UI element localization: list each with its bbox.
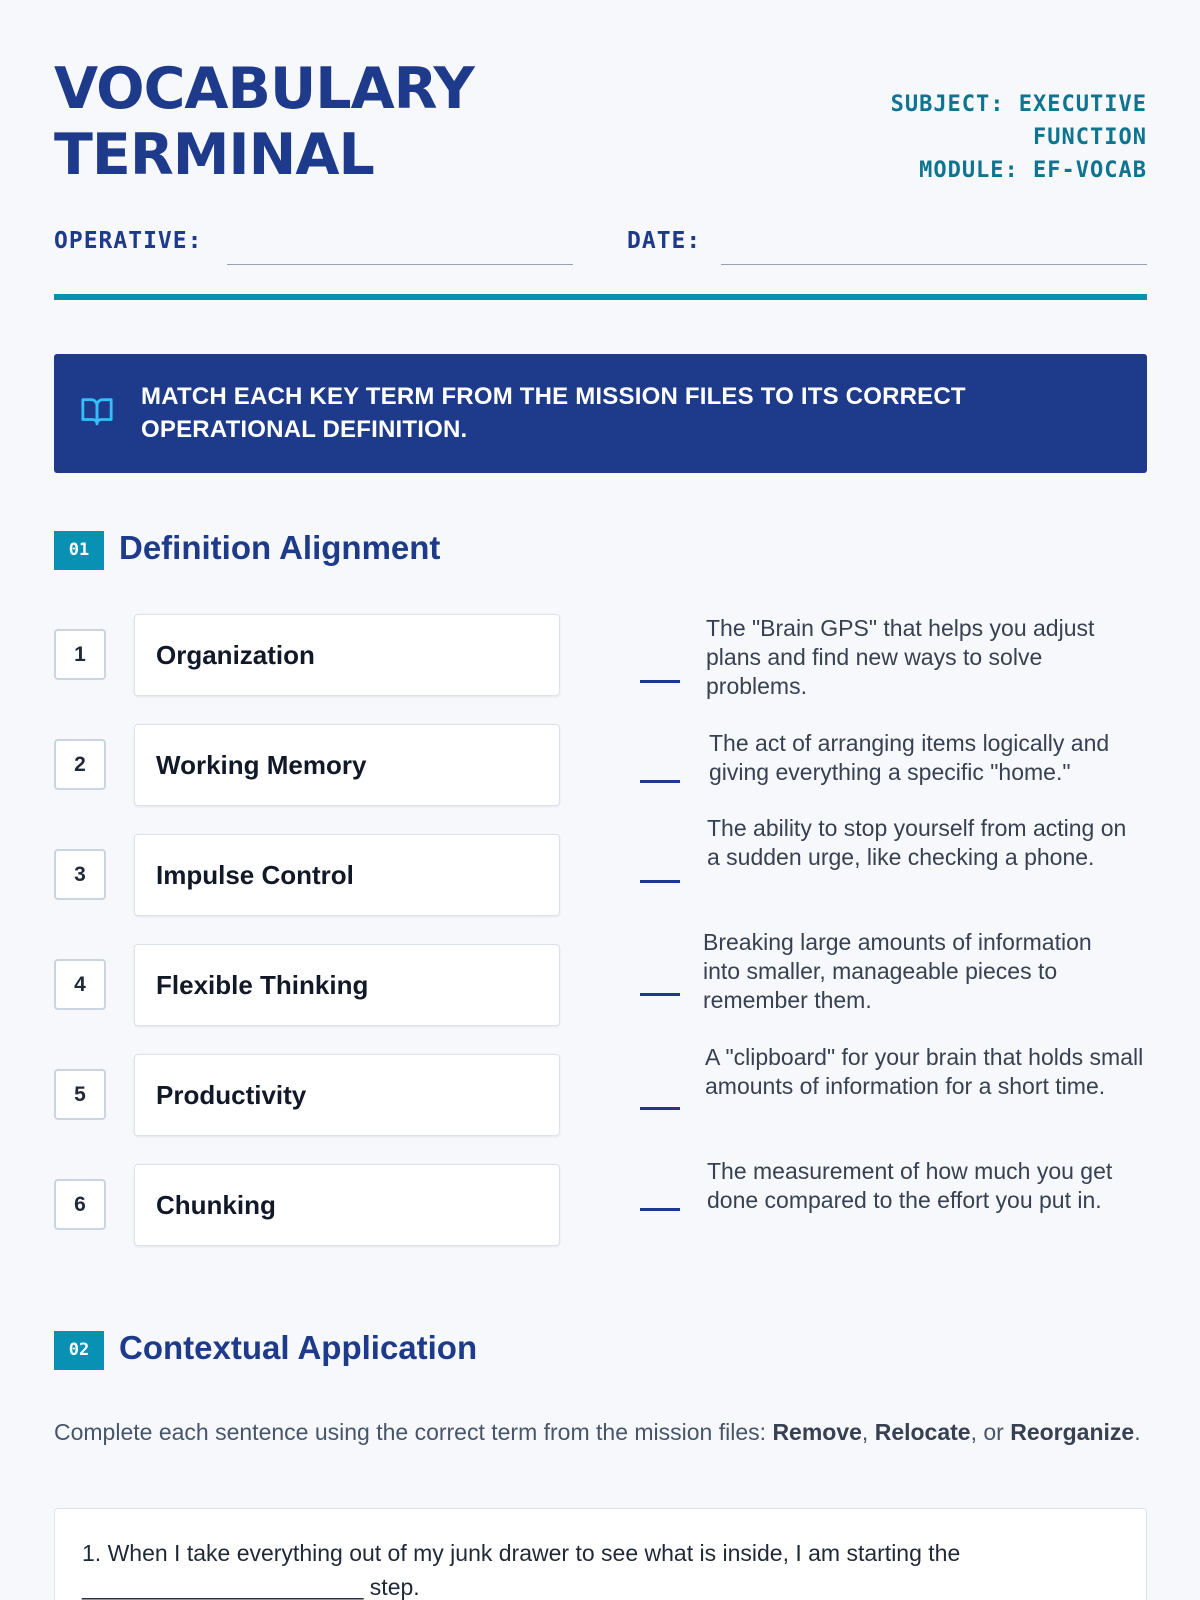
term-remove: Remove	[772, 1419, 862, 1445]
instructions-prefix: Complete each sentence using the correct term from the mission files:	[54, 1419, 773, 1445]
definition-text: The "Brain GPS" that helps you adjust plans and find new ways to solve problems.	[706, 615, 1095, 699]
answer-blank[interactable]	[640, 780, 680, 783]
section-2-title: Contextual Application	[119, 1329, 478, 1366]
definition-text: The act of arranging items logically and giving everything a specific "home."	[709, 730, 1110, 785]
definition-text: A "clipboard" for your brain that holds small amounts of information for a short time.	[705, 1044, 1144, 1099]
term-number: 2	[54, 739, 106, 790]
section-2-instructions	[54, 1416, 1147, 1449]
definition-text: Breaking large amounts of information into smaller, manageable pieces to remember them.	[703, 929, 1092, 1013]
section-1-title: Definition Alignment	[119, 529, 441, 566]
term-number: 6	[54, 1179, 106, 1230]
instructions-separator: , or	[970, 1419, 1011, 1445]
answer-blank[interactable]	[640, 680, 680, 683]
student-fields	[54, 228, 1147, 268]
term-number: 5	[54, 1069, 106, 1120]
worksheet-page	[54, 0, 1147, 1600]
module-meta	[847, 88, 1147, 187]
book-icon	[80, 394, 114, 428]
subject-label: SUBJECT: EXECUTIVE FUNCTION	[890, 92, 1147, 150]
term-number: 3	[54, 849, 106, 900]
section-2-number: 02	[54, 1331, 104, 1370]
title-line-2: TERMINAL	[54, 122, 374, 188]
answer-blank[interactable]	[640, 1107, 680, 1110]
term-card: Productivity	[134, 1054, 560, 1136]
question-text: 1. When I take everything out of my junk drawer to see what is inside, I am starting the ______________________ step.	[82, 1540, 961, 1600]
answer-blank[interactable]	[640, 1208, 680, 1211]
operative-field[interactable]	[227, 264, 573, 265]
module-label: MODULE: EF-VOCAB	[919, 158, 1147, 183]
definition-text: The measurement of how much you get done compared to the effort you put in.	[707, 1158, 1113, 1213]
section-1-number: 01	[54, 531, 104, 570]
answer-blank[interactable]	[640, 993, 680, 996]
definition-text: The ability to stop yourself from acting on a sudden urge, like checking a phone.	[707, 815, 1127, 870]
term-number: 4	[54, 959, 106, 1010]
term-card: Impulse Control	[134, 834, 560, 916]
header-divider	[54, 294, 1147, 300]
date-label: DATE:	[627, 228, 702, 254]
banner-text: MATCH EACH KEY TERM FROM THE MISSION FILES TO ITS CORRECT OPERATIONAL DEFINITION.	[141, 383, 966, 443]
page-title	[54, 56, 474, 188]
question-card	[54, 1508, 1147, 1600]
term-relocate: Relocate	[874, 1419, 971, 1445]
term-card: Flexible Thinking	[134, 944, 560, 1026]
title-line-1: VOCABULARY	[54, 56, 474, 122]
term-card: Chunking	[134, 1164, 560, 1246]
instruction-banner	[54, 354, 1147, 473]
term-reorganize: Reorganize	[1010, 1419, 1135, 1445]
date-field[interactable]	[721, 264, 1147, 265]
operative-label: OPERATIVE:	[54, 228, 203, 254]
term-card: Organization	[134, 614, 560, 696]
term-number: 1	[54, 629, 106, 680]
answer-blank[interactable]	[640, 880, 680, 883]
instructions-separator: ,	[861, 1419, 875, 1445]
term-card: Working Memory	[134, 724, 560, 806]
instructions-suffix: .	[1134, 1419, 1141, 1445]
